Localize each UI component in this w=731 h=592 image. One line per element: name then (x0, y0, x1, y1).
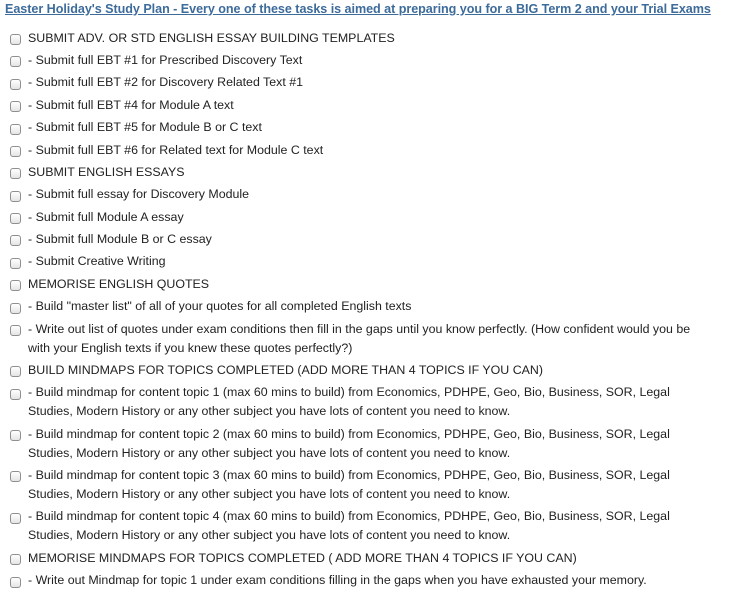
task-label: - Submit full EBT #5 for Module B or C text (28, 120, 262, 135)
task-label: - Write out list of quotes under exam conditions then fill in the gaps until you know perfectly. (How confident would you be with your English texts if you knew these quotes perfectly?) (28, 321, 691, 355)
task-item (0, 27, 698, 49)
task-item (0, 139, 698, 161)
task-item (0, 273, 698, 295)
task-item (0, 464, 703, 505)
task-checkbox[interactable] (10, 101, 21, 112)
task-label: - Build mindmap for content topic 1 (max 60 mins to build) from Economics, PDHPE, Geo, Bio, Business, SOR, Legal Studies, Modern History or any other subject you have lots of content you need to know. (28, 385, 670, 419)
task-item (0, 506, 703, 547)
task-checkbox[interactable] (10, 168, 21, 179)
task-item (0, 117, 698, 139)
task-item (0, 72, 698, 94)
task-label: - Build mindmap for content topic 3 (max 60 mins to build) from Economics, PDHPE, Geo, Bio, Business, SOR, Legal Studies, Modern History or any other subject you have lots of content you need to know. (28, 468, 670, 502)
task-item (0, 161, 698, 183)
task-checkbox[interactable] (10, 79, 21, 90)
task-checkbox[interactable] (10, 34, 21, 45)
task-label: - Build mindmap for content topic 2 (max 60 mins to build) from Economics, PDHPE, Geo, Bio, Business, SOR, Legal Studies, Modern History or any other subject you have lots of content you need to know. (28, 426, 670, 460)
task-label: - Build mindmap for content topic 4 (max 60 mins to build) from Economics, PDHPE, Geo, Bio, Business, SOR, Legal Studies, Modern History or any other subject you have lots of content you need to know. (28, 509, 670, 543)
task-label: - Submit full Module B or C essay (28, 232, 212, 247)
task-item (0, 228, 698, 250)
task-label: SUBMIT ADV. OR STD ENGLISH ESSAY BUILDING TEMPLATES (28, 30, 395, 45)
task-checkbox[interactable] (10, 191, 21, 202)
task-checklist (0, 27, 731, 592)
task-item (0, 94, 698, 116)
task-checkbox[interactable] (10, 146, 21, 157)
task-checkbox[interactable] (10, 471, 21, 482)
task-item (0, 206, 698, 228)
task-item (0, 547, 698, 569)
task-checkbox[interactable] (10, 554, 21, 565)
task-label: MEMORISE ENGLISH QUOTES (28, 276, 210, 291)
task-label: - Submit full EBT #2 for Discovery Related Text #1 (28, 75, 304, 90)
task-label: - Submit full essay for Discovery Module (28, 187, 250, 202)
task-label: - Submit Creative Writing (28, 254, 166, 269)
task-item (0, 382, 703, 423)
study-plan-title[interactable]: Easter Holiday's Study Plan - Every one of these tasks is aimed at preparing you for a BIG Term 2 and your Trial Exams (5, 2, 711, 16)
task-label: - Write out Mindmap for topic 1 under exam conditions filling in the gaps when you have exhausted your memory. (28, 573, 647, 588)
task-checkbox[interactable] (10, 280, 21, 291)
task-checkbox[interactable] (10, 513, 21, 524)
task-item (0, 296, 698, 318)
task-checkbox[interactable] (10, 124, 21, 135)
task-label: - Submit full EBT #4 for Module A text (28, 97, 234, 112)
task-checkbox[interactable] (10, 389, 21, 400)
task-label: SUBMIT ENGLISH ESSAYS (28, 164, 185, 179)
task-label: - Submit full EBT #6 for Related text for Module C text (28, 142, 324, 157)
task-checkbox[interactable] (10, 235, 21, 246)
task-label: - Submit full EBT #1 for Prescribed Discovery Text (28, 53, 303, 68)
task-checkbox[interactable] (10, 258, 21, 269)
task-checkbox[interactable] (10, 56, 21, 67)
task-checkbox[interactable] (10, 213, 21, 224)
task-item (0, 423, 703, 464)
task-item (0, 318, 703, 359)
task-item (0, 359, 698, 381)
task-item (0, 49, 698, 71)
task-checkbox[interactable] (10, 430, 21, 441)
task-item (0, 251, 698, 273)
task-label: - Submit full Module A essay (28, 209, 184, 224)
task-checkbox[interactable] (10, 577, 21, 588)
task-item (0, 184, 698, 206)
task-checkbox[interactable] (10, 366, 21, 377)
task-checkbox[interactable] (10, 325, 21, 336)
task-label: MEMORISE MINDMAPS FOR TOPICS COMPLETED ( ADD MORE THAN 4 TOPICS IF YOU CAN) (28, 550, 577, 565)
task-checkbox[interactable] (10, 303, 21, 314)
task-label: BUILD MINDMAPS FOR TOPICS COMPLETED (ADD MORE THAN 4 TOPICS IF YOU CAN) (28, 362, 543, 377)
task-label: - Build "master list" of all of your quotes for all completed English texts (28, 299, 412, 314)
